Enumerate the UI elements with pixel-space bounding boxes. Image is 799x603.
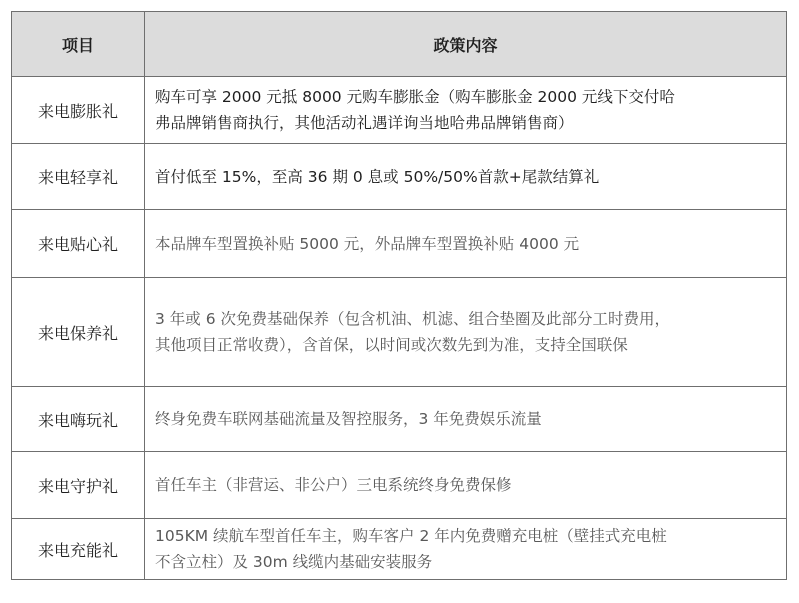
row-item-label: 来电贴心礼 <box>12 210 145 278</box>
table-row <box>12 452 787 519</box>
row-item-label: 来电保养礼 <box>12 278 145 387</box>
policy-line: 首任车主（非营运、非公户）三电系统终身免费保修 <box>155 476 512 494</box>
row-policy-content <box>145 452 787 519</box>
row-item-label: 来电膨胀礼 <box>12 77 145 144</box>
policy-line: 3 年或 6 次免费基础保养（包含机油、机滤、组合垫圈及此部分工时费用， <box>155 310 671 328</box>
row-policy-content <box>145 519 787 580</box>
row-policy-content <box>145 77 787 144</box>
policy-line: 其他项目正常收费），含首保，以时间或次数先到为准，支持全国联保 <box>155 336 628 354</box>
row-policy-content <box>145 144 787 210</box>
row-item-label: 来电轻享礼 <box>12 144 145 210</box>
table-header-row <box>12 12 787 77</box>
row-policy-content <box>145 387 787 452</box>
row-item-label: 来电嗨玩礼 <box>12 387 145 452</box>
policy-line: 首付低至 15%，至高 36 期 0 息或 50%/50%首款+尾款结算礼 <box>155 167 600 186</box>
row-item-label: 来电守护礼 <box>12 452 145 519</box>
table-row <box>12 210 787 278</box>
table-row <box>12 278 787 387</box>
table-row <box>12 387 787 452</box>
policy-line: 本品牌车型置换补贴 5000 元，外品牌车型置换补贴 4000 元 <box>155 234 580 253</box>
policy-line: 不含立柱）及 30m 线缆内基础安装服务 <box>155 553 433 571</box>
table-row <box>12 77 787 144</box>
table-row <box>12 144 787 210</box>
policy-table <box>11 11 787 580</box>
policy-line: 105KM 续航车型首任车主，购车客户 2 年内免费赠充电桩（壁挂式充电桩 <box>155 527 667 545</box>
policy-line: 弗品牌销售商执行，其他活动礼遇详询当地哈弗品牌销售商） <box>155 114 574 132</box>
row-policy-content <box>145 210 787 278</box>
policy-line: 终身免费车联网基础流量及智控服务，3 年免费娱乐流量 <box>155 410 542 428</box>
header-item: 项目 <box>12 12 145 77</box>
row-item-label: 来电充能礼 <box>12 519 145 580</box>
table-row <box>12 519 787 580</box>
policy-line: 购车可享 2000 元抵 8000 元购车膨胀金（购车膨胀金 2000 元线下交付哈 <box>155 88 675 106</box>
header-policy: 政策内容 <box>145 12 787 77</box>
row-policy-content <box>145 278 787 387</box>
